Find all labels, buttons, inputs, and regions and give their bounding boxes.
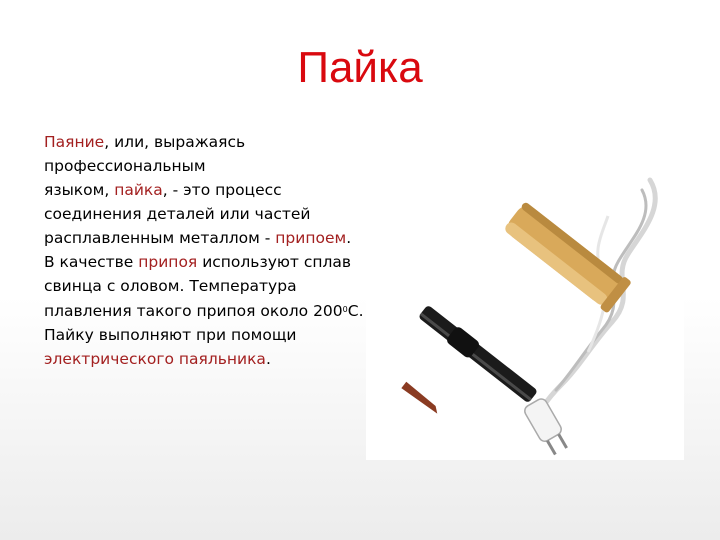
highlighted-term: электрического паяльника bbox=[44, 350, 266, 368]
text-paragraph bbox=[44, 154, 364, 178]
text-segment: плавления такого припоя около 200 bbox=[44, 302, 343, 320]
highlighted-term: Паяние bbox=[44, 133, 105, 151]
text-segment: используют сплав bbox=[197, 253, 352, 271]
text-segment: расплавленным металлом - bbox=[44, 229, 276, 247]
text-segment: . bbox=[346, 229, 352, 247]
soldering-iron-image bbox=[366, 146, 684, 460]
text-segment: С. bbox=[347, 302, 364, 320]
text-paragraph bbox=[44, 178, 364, 202]
slide-title: Пайка bbox=[297, 43, 423, 92]
text-segment: профессиональным bbox=[44, 157, 206, 175]
text-segment: . bbox=[265, 350, 271, 368]
text-segment: языком, bbox=[44, 181, 115, 199]
soldering-iron-icon bbox=[366, 146, 684, 460]
text-paragraph bbox=[44, 130, 364, 154]
text-paragraph bbox=[44, 298, 364, 323]
text-paragraph bbox=[44, 347, 364, 371]
text-paragraph bbox=[44, 323, 364, 347]
highlighted-term: припоем bbox=[275, 229, 347, 247]
text-segment: соединения деталей или частей bbox=[44, 205, 311, 223]
text-paragraph bbox=[44, 250, 364, 274]
text-segment: Пайку выполняют при помощи bbox=[44, 326, 297, 344]
highlighted-term: припоя bbox=[138, 253, 198, 271]
highlighted-term: пайка bbox=[114, 181, 163, 199]
text-paragraph bbox=[44, 202, 364, 226]
text-segment: В качестве bbox=[44, 253, 139, 271]
text-segment: свинца с оловом. Температура bbox=[44, 277, 297, 295]
text-segment: 0 bbox=[342, 305, 348, 314]
text-segment: , или, выражаясь bbox=[104, 133, 246, 151]
text-segment: , - это процесс bbox=[162, 181, 282, 199]
text-paragraph bbox=[44, 226, 364, 250]
text-paragraph bbox=[44, 274, 364, 298]
slide-body-text bbox=[44, 130, 364, 371]
